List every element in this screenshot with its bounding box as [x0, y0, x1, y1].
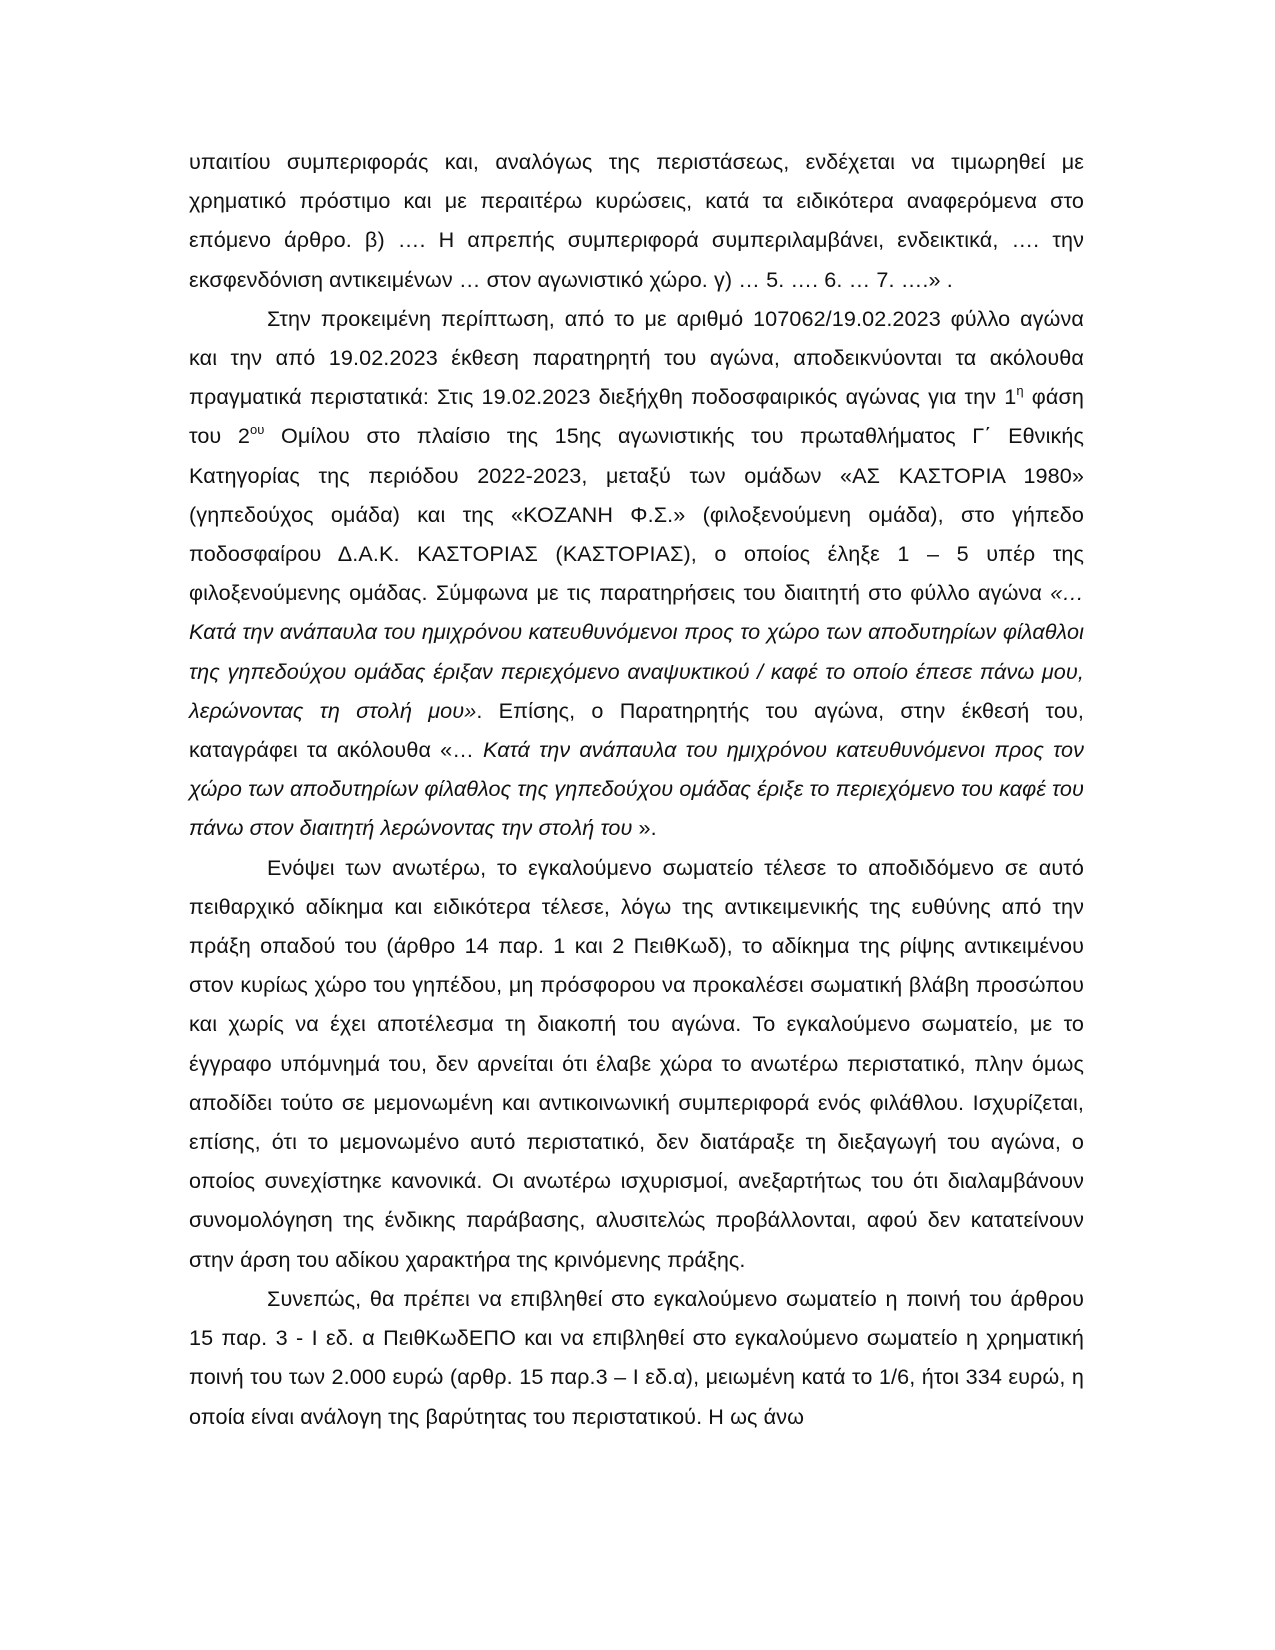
- paragraph-text: . Επίσης, ο Παρατηρητής του αγώνα, στην έκθεσή του, καταγράφει τα ακόλουθα «…: [189, 697, 1084, 763]
- quoted-italic-text: Κατά την ανάπαυλα του ημιχρόνου κατευθυνόμενοι προς τον χώρο των αποδυτηρίων φίλαθλος της γηπεδούχου ομάδας έριξε το περιεχόμενο του καφέ του πάνω στον διαιτητή λερώνοντας την στολή του: [189, 737, 1084, 841]
- superscript-text: ου: [249, 422, 265, 438]
- paragraph: [189, 848, 1084, 1279]
- paragraph-text: Ομίλου στο πλαίσιο της 15ης αγωνιστικής του πρωταθλήματος Γ΄ Εθνικής Κατηγορίας της περιόδου 2022-2023, μεταξύ των ομάδων «ΑΣ ΚΑΣΤΟΡΙΑ 1980» (γηπεδούχος ομάδα) και της «ΚΟΖΑΝΗ Φ.Σ.» (φιλοξενούμενη ομάδα), στο γήπεδο ποδοσφαίρου Δ.Α.Κ. ΚΑΣΤΟΡΙΑΣ (ΚΑΣΤΟΡΙΑΣ), ο οποίος έληξε 1 – 5 υπέρ της φιλοξενούμενης ομάδας. Σύμφωνα με τις παρατηρήσεις του διαιτητή στο φύλλο αγώνα: [189, 423, 1084, 606]
- superscript-text: η: [1016, 383, 1024, 399]
- paragraph: [189, 142, 1084, 299]
- paragraph-text: Ενόψει των ανωτέρω, το εγκαλούμενο σωματείο τέλεσε το αποδιδόμενο σε αυτό πειθαρχικό αδίκημα και ειδικότερα τέλεσε, λόγω της αντικειμενικής της ευθύνης από την πράξη οπαδού του (άρθρο 14 παρ. 1 και 2 ΠειθΚωδ), το αδίκημα της ρίψης αντικειμένου στον κυρίως χώρο του γηπέδου, μη πρόσφορου να προκαλέσει σωματική βλάβη προσώπου και χωρίς να έχει αποτέλεσμα τη διακοπή του αγώνα. Το εγκαλούμενο σωματείο, με το έγγραφο υπόμνημά του, δεν αρνείται ότι έλαβε χώρα το ανωτέρω περιστατικό, πλην όμως αποδίδει τούτο σε μεμονωμένη και αντικοινωνική συμπεριφορά ενός φιλάθλου. Ισχυρίζεται, επίσης, ότι το μεμονωμένο αυτό περιστατικό, δεν διατάραξε τη διεξαγωγή του αγώνα, ο οποίος συνεχίστηκε κανονικά. Οι ανωτέρω ισχυρισμοί, ανεξαρτήτως του ότι διαλαμβάνουν συνομολόγηση της ένδικης παράβασης, αλυσιτελώς προβάλλονται, αφού δεν κατατείνουν στην άρση του αδίκου χαρακτήρα της κρινόμενης πράξης.: [189, 854, 1084, 1272]
- paragraph: [189, 299, 1084, 848]
- paragraph: [189, 1279, 1084, 1436]
- document-body: [189, 142, 1084, 1436]
- paragraph-text: Συνεπώς, θα πρέπει να επιβληθεί στο εγκαλούμενο σωματείο η ποινή του άρθρου 15 παρ. 3 - Ι εδ. α ΠειθΚωδΕΠΟ και να επιβληθεί στο εγκαλούμενο σωματείο η χρηματική ποινή του των 2.000 ευρώ (αρθρ. 15 παρ.3 – Ι εδ.α), μειωμένη κατά το 1/6, ήτοι 334 ευρώ, η οποία είναι ανάλογη της βαρύτητας του περιστατικού. Η ως άνω: [189, 1285, 1084, 1429]
- paragraph-text: Στην προκειμένη περίπτωση, από το με αριθμό 107062/19.02.2023 φύλλο αγώνα και την από 19.02.2023 έκθεση παρατηρητή του αγώνα, αποδεικνύονται τα ακόλουθα πραγματικά περιστατικά: Στις 19.02.2023 διεξήχθη ποδοσφαιρικός αγώνας για την 1: [189, 305, 1084, 410]
- paragraph-text: υπαιτίου συμπεριφοράς και, αναλόγως της περιστάσεως, ενδέχεται να τιμωρηθεί με χρηματικό πρόστιμο και με περαιτέρω κυρώσεις, κατά τα ειδικότερα αναφερόμενα στο επόμενο άρθρο. β) …. Η απρεπής συμπεριφορά συμπεριλαμβάνει, ενδεικτικά, …. την εκσφενδόνιση αντικειμένων … στον αγωνιστικό χώρο. γ) … 5. …. 6. … 7. ….» .: [189, 149, 1084, 292]
- paragraph-text: φάση του 2: [189, 384, 1084, 449]
- paragraph-text: ».: [632, 815, 657, 841]
- quoted-italic-text: «… Κατά την ανάπαυλα του ημιχρόνου κατευθυνόμενοι προς το χώρο των αποδυτηρίων φίλαθλοι της γηπεδούχου ομάδας έριξαν περιεχόμενο αναψυκτικού / καφέ το οποίο έπεσε πάνω μου, λερώνοντας τη στολή μου»: [189, 580, 1084, 723]
